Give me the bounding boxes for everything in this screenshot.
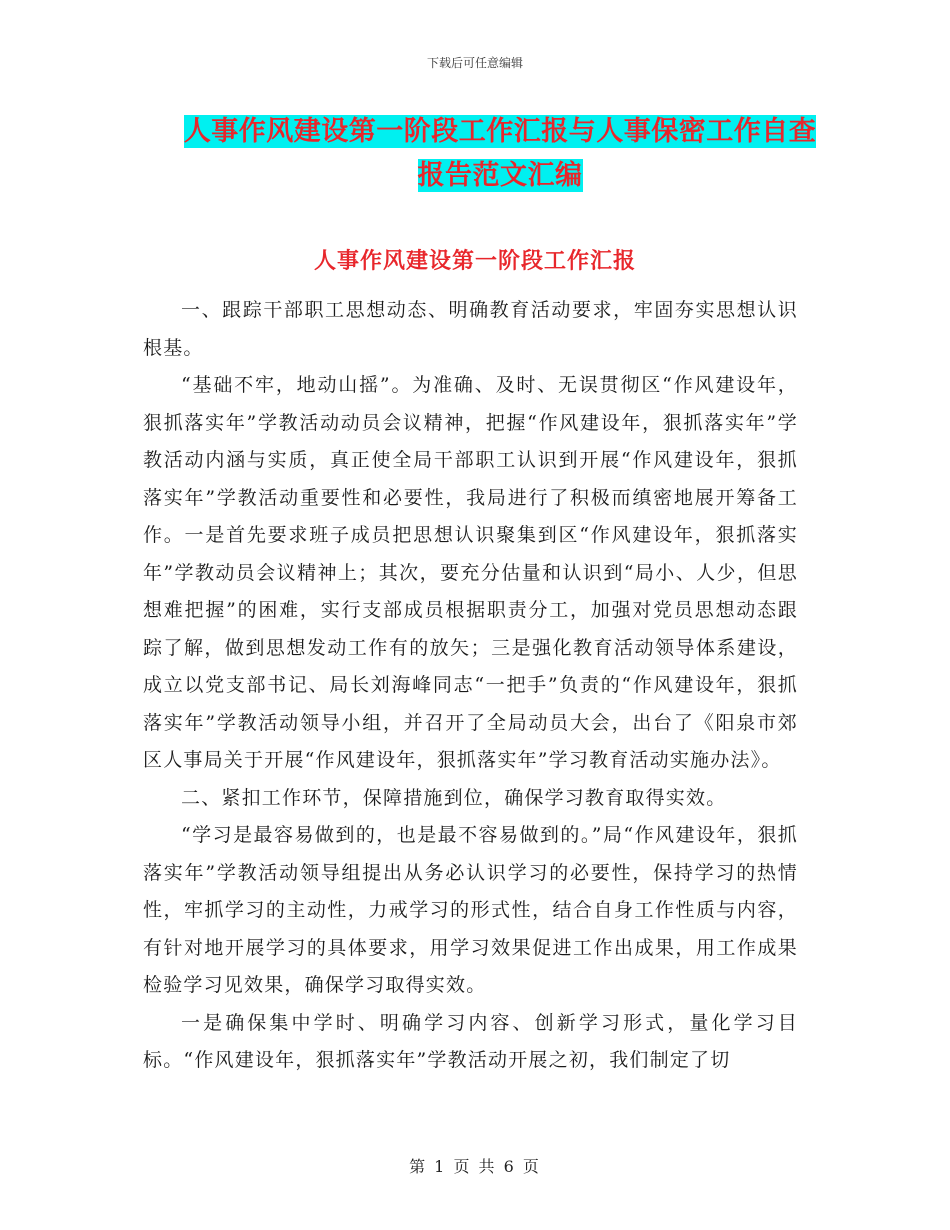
page-footer: 第 1 页 共 6 页 — [409, 1157, 541, 1176]
document-title-line-1: 人事作风建设第一阶段工作汇报与人事保密工作自查 — [183, 116, 817, 147]
document-title-line-2: 报告范文汇编 — [417, 160, 583, 191]
header-note: 下载后可任意编辑 — [426, 56, 523, 70]
paragraph-5: 一是确保集中学时、明确学习内容、创新学习形式，量化学习目标。“作风建设年，狠抓落实年”学教活动开展之初，我们制定了切 — [143, 1011, 798, 1071]
document-title — [180, 110, 820, 198]
paragraph-4: “学习是最容易做到的，也是最不容易做到的。”局“作风建设年，狠抓落实年”学教活动领导组提出从务必认识学习的必要性，保持学习的热情性，牢抓学习的主动性，力戒学习的形式性，结合自身工作性质与内容，有针对地开展学习的具体要求，用学习效果促进工作出成果，用工作成果检验学习见效果，确保学习取得实效。 — [143, 824, 798, 996]
paragraph-2: “基础不牢，地动山摇”。为准确、及时、无误贯彻区“作风建设年，狠抓落实年”学教活动动员会议精神，把握“作风建设年，狠抓落实年”学教活动内涵与实质，真正使全局干部职工认识到开展“作风建设年，狠抓落实年”学教活动重要性和必要性，我局进行了积极而缜密地展开筹备工作。一是首先要求班子成员把思想认识聚集到区“作风建设年，狠抓落实年”学教动员会议精神上；其次，要充分估量和认识到“局小、人少，但思想难把握”的困难，实行支部成员根据职责分工，加强对党员思想动态跟踪了解，做到思想发动工作有的放矢；三是强化教育活动领导体系建设，成立以党支部书记、局长刘海峰同志“一把手”负责的“作风建设年，狠抓落实年”学教活动领导小组，并召开了全局动员大会，出台了《阳泉市郊区人事局关于开展“作风建设年，狠抓落实年”学习教育活动实施办法》。 — [143, 374, 798, 771]
paragraph-1: 一、跟踪干部职工思想动态、明确教育活动要求，牢固夯实思想认识根基。 — [143, 299, 798, 359]
paragraph-3: 二、紧扣工作环节，保障措施到位，确保学习教育取得实效。 — [181, 786, 727, 809]
section-title: 人事作风建设第一阶段工作汇报 — [313, 249, 636, 274]
document-body — [143, 292, 798, 1080]
